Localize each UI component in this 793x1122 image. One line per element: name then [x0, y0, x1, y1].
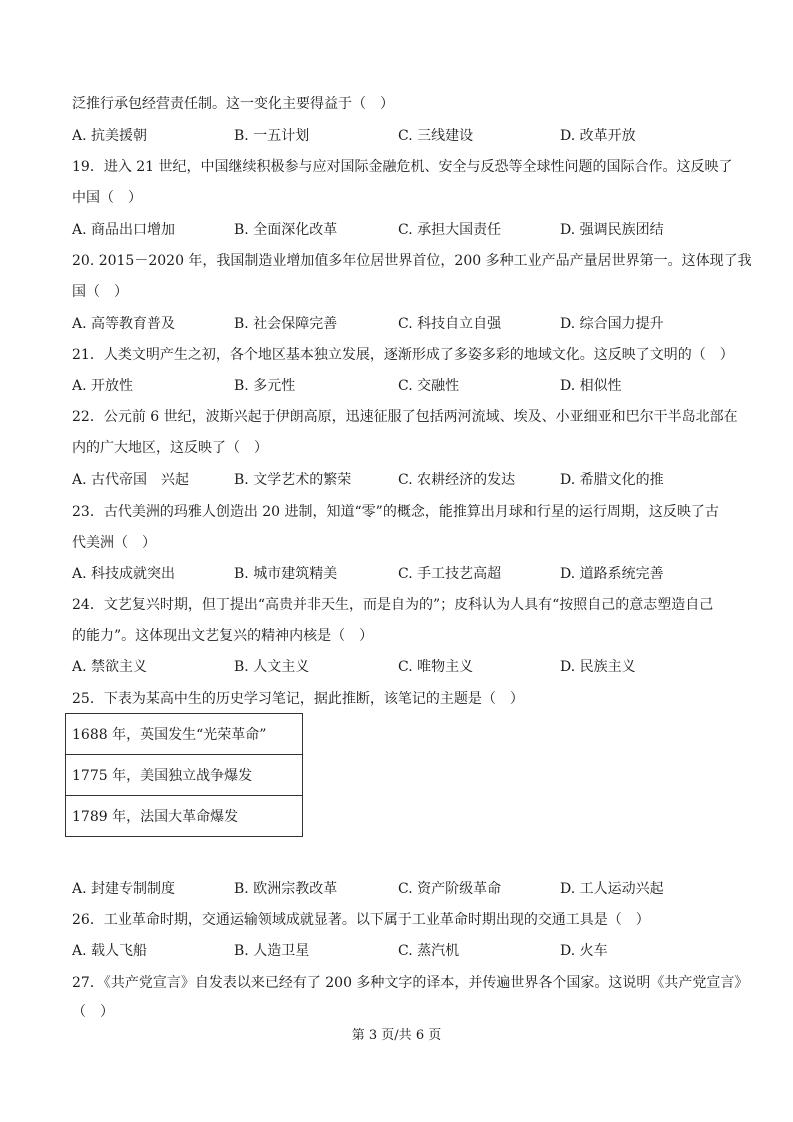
question-20-cont: 国（ ） [72, 284, 128, 300]
study-notes-table [65, 713, 303, 837]
table-cell: 1775 年，美国独立战争爆发 [66, 755, 303, 796]
option-a: A. 高等教育普及 [72, 316, 176, 332]
option-d: D. 民族主义 [560, 659, 636, 675]
question-text: 泛推行承包经营责任制。这一变化主要得益于（ ） [72, 96, 394, 112]
table-row [66, 714, 303, 755]
options-row [72, 221, 752, 239]
option-b: B. 多元性 [234, 378, 296, 394]
option-d: D. 改革开放 [560, 128, 636, 144]
option-c: C. 科技自立自强 [398, 316, 502, 332]
option-d: D. 强调民族团结 [560, 222, 664, 238]
option-d: D. 工人运动兴起 [560, 881, 664, 897]
option-b: B. 全面深化改革 [234, 222, 338, 238]
question-22: 22．公元前 6 世纪，波斯兴起于伊朗高原，迅速征服了包括两河流域、埃及、小亚细亚和巴尔干半岛北部在 [72, 409, 738, 425]
options-row [72, 471, 752, 489]
table-cell: 1688 年，英国发生“光荣革命” [66, 714, 303, 755]
option-c: C. 交融性 [398, 378, 460, 394]
option-b: B. 欧洲宗教改革 [234, 881, 338, 897]
option-d: D. 希腊文化的推 [560, 472, 664, 488]
option-a: A. 封建专制制度 [72, 881, 176, 897]
option-c: C. 资产阶级革命 [398, 881, 502, 897]
option-a: A. 古代帝国 兴起 [72, 472, 190, 488]
options-row [72, 565, 752, 583]
question-25: 25．下表为某高中生的历史学习笔记，据此推断，该笔记的主题是（ ） [72, 691, 524, 707]
option-a: A. 载人飞船 [72, 943, 148, 959]
option-b: B. 文学艺术的繁荣 [234, 472, 352, 488]
options-row [72, 315, 752, 333]
option-b: B. 人造卫星 [234, 943, 310, 959]
page-number: 第 3 页/共 6 页 [351, 1028, 442, 1043]
options-row [72, 377, 752, 395]
options-row [72, 942, 752, 960]
option-c: C. 承担大国责任 [398, 222, 502, 238]
option-c: C. 蒸汽机 [398, 943, 460, 959]
question-26: 26．工业革命时期，交通运输领域成就显著。以下属于工业革命时期出现的交通工具是（ ） [72, 912, 650, 928]
option-b: B. 城市建筑精美 [234, 566, 338, 582]
question-20: 20. 2015－2020 年，我国制造业增加值多年位居世界首位，200 多种工业产品产量居世界第一。这体现了我 [72, 253, 752, 269]
question-19: 19．进入 21 世纪，中国继续积极参与应对国际金融危机、安全与反恐等全球性问题的国际合作。这反映了 [72, 159, 733, 175]
option-d: D. 综合国力提升 [560, 316, 664, 332]
question-22-cont: 内的广大地区，这反映了（ ） [72, 440, 268, 456]
option-d: D. 相似性 [560, 378, 622, 394]
option-c: C. 手工技艺高超 [398, 566, 502, 582]
option-a: A. 抗美援朝 [72, 128, 148, 144]
option-c: C. 三线建设 [398, 128, 474, 144]
table-row [66, 796, 303, 837]
option-b: B. 社会保障完善 [234, 316, 338, 332]
option-d: D. 道路系统完善 [560, 566, 664, 582]
question-19-cont: 中国（ ） [72, 190, 142, 206]
options-row [72, 127, 752, 145]
option-a: A. 开放性 [72, 378, 134, 394]
option-a: A. 禁欲主义 [72, 659, 148, 675]
option-d: D. 火车 [560, 943, 608, 959]
question-27: 27．《共产党宣言》自发表以来已经有了 200 多种文字的译本，并传遍世界各个国家。这说明《共产党宣言》 [72, 975, 749, 991]
option-c: C. 唯物主义 [398, 659, 474, 675]
table-cell: 1789 年，法国大革命爆发 [66, 796, 303, 837]
question-23-cont: 代美洲（ ） [72, 535, 156, 551]
option-a: A. 科技成就突出 [72, 566, 176, 582]
option-b: B. 人文主义 [234, 659, 310, 675]
options-row [72, 658, 752, 676]
question-27-cont: （ ） [72, 1004, 114, 1020]
question-21: 21．人类文明产生之初，各个地区基本独立发展，逐渐形成了多姿多彩的地域文化。这反映了文明的（ ） [72, 347, 734, 363]
question-23: 23．古代美洲的玛雅人创造出 20 进制，知道“零”的概念，能推算出月球和行星的运行周期，这反映了古 [72, 504, 719, 520]
option-c: C. 农耕经济的发达 [398, 472, 516, 488]
question-24-cont: 的能力”。这体现出文艺复兴的精神内核是（ ） [72, 628, 374, 644]
table-row [66, 755, 303, 796]
option-a: A. 商品出口增加 [72, 222, 176, 238]
option-b: B. 一五计划 [234, 128, 310, 144]
question-24: 24．文艺复兴时期，但丁提出“高贵并非天生，而是自为的”；皮科认为人具有“按照自己的意志塑造自己 [72, 597, 714, 613]
options-row [72, 880, 752, 898]
